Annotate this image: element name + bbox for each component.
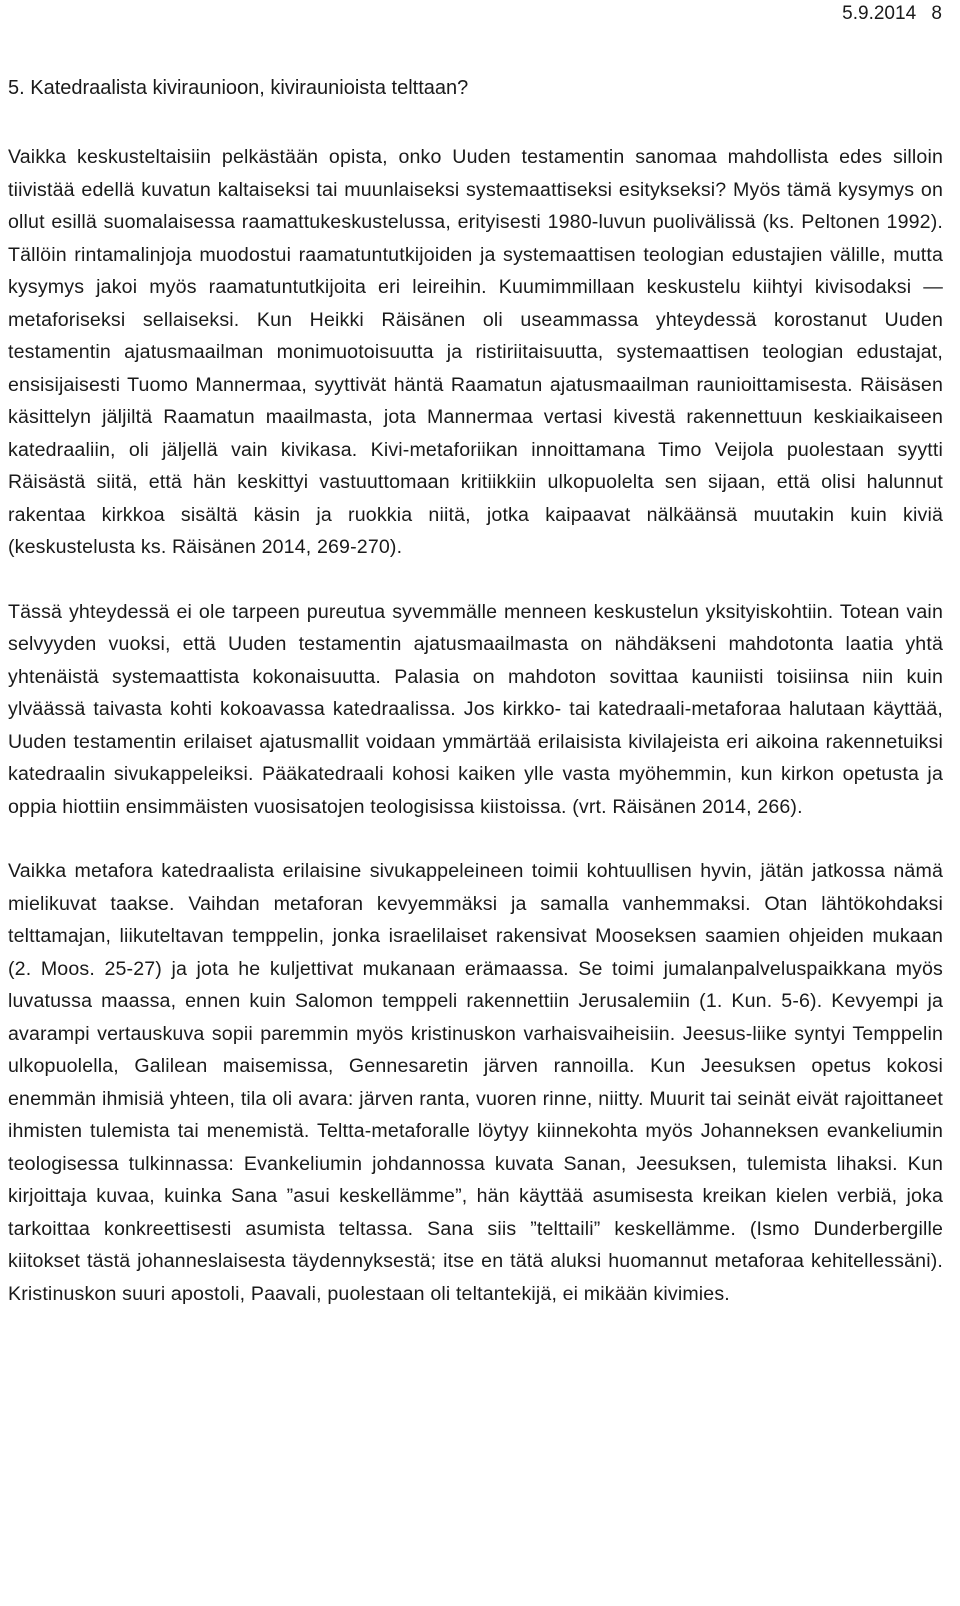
header-date: 5.9.2014 bbox=[842, 3, 917, 24]
paragraph-3: Vaikka metafora katedraalista erilaisine sivukappeleineen toimii kohtuullisen hyvin, jätän jatkossa nämä mielikuvat taakse. Vaihdan metaforan kevyemmäksi ja samalla vanhemmaksi. Otan lähtökohdaksi telttamajan, liikuteltavan temppelin, jonka israelilaiset rakensivat Mooseksen saamien ohjeiden mukaan (2. Moos. 25-27) ja jota he kuljettivat mukanaan erämaassa. Se toimi jumalanpalveluspaikkana myös luvatussa maassa, ennen kuin Salomon temppeli rakennettiin Jerusalemiin (1. Kun. 5-6). Kevyempi ja avarampi vertauskuva sopii paremmin myös kristinuskon varhaisvaiheisiin. Jeesus-liike syntyi Temppelin ulkopuolella, Galilean maisemissa, Gennesaretin järven rannoilla. Kun Jeesuksen opetus kokosi enemmän ihmisiä yhteen, tila oli avara: järven ranta, vuoren rinne, niitty. Muurit tai seinät eivät rajoittaneet ihmisten tulemista tai menemistä. Teltta-metaforalle löytyy kiinnekohta myös Johanneksen evankeliumin teologisessa tulkinnassa: Evankeliumin johdannossa kuvata Sanan, Jeesuksen, tulemista lihaksi. Kun kirjoittaja kuvaa, kuinka Sana ”asui keskellämme”, hän käyttää asumisesta kreikan kielen verbiä, joka tarkoittaa konkreettisesti asumista teltassa. Sana siis ”telttaili” keskellämme. (Ismo Dunderbergille kiitokset tästä johanneslaisesta täydennyksestä; itse en tätä aluksi huomannut metaforaa kehitellessäni). Kristinuskon suuri apostoli, Paavali, puolestaan oli teltantekijä, ei mikään kivimies. bbox=[8, 860, 943, 1305]
section-heading: 5. Katedraalista kiviraunioon, kiviraunioista telttaan? bbox=[8, 77, 469, 99]
document-body bbox=[8, 72, 943, 1310]
paragraph-2: Tässä yhteydessä ei ole tarpeen pureutua syvemmälle menneen keskustelun yksityiskohtiin. Totean vain selvyyden vuoksi, että Uuden testamentin ajatusmaailmasta on nähdäkseni mahdotonta laatia yhtä yhtenäistä systemaattista kokonaisuutta. Palasia on mahdoton sovittaa kauniisti toisiinsa niin kuin ylväässä taivasta kohti kokoavassa katedraalissa. Jos kirkko- tai katedraali-metaforaa halutaan käyttää, Uuden testamentin erilaiset ajatusmallit voidaan ymmärtää erilaisista kivilajeista eri aikoina rakennetuiksi katedraalin sivukappeleiksi. Pääkatedraali kohosi kaiken ylle vasta myöhemmin, kun kirkon opetusta ja oppia hiottiin ensimmäisten vuosisatojen teologisissa kiistoissa. (vrt. Räisänen 2014, 266). bbox=[8, 600, 943, 818]
page-number: 8 bbox=[931, 3, 942, 24]
page-header bbox=[842, 3, 942, 25]
paragraph-1: Vaikka keskusteltaisiin pelkästään opista, onko Uuden testamentin sanomaa mahdollista edes silloin tiivistää edellä kuvatun kaltaiseksi tai muunlaiseksi systemaattiseksi esitykseksi? Myös tämä kysymys on ollut esillä suomalaisessa raamattukeskustelussa, erityisesti 1980-luvun puolivälissä (ks. Peltonen 1992). Tällöin rintamalinjoja muodostui raamatuntutkijoiden ja systemaattisen teologian edustajien välille, mutta kysymys jakoi myös raamatuntutkijoita eri leireihin. Kuumimmillaan keskustelu kiihtyi kivisodaksi — metaforiseksi sellaiseksi. Kun Heikki Räisänen oli useammassa yhteydessä korostanut Uuden testamentin ajatusmaailman monimuotoisuutta ja ristiriitaisuutta, systemaattisen teologian edustajat, ensisijaisesti Tuomo Mannermaa, syyttivät häntä Raamatun ajatusmaailman raunioittamisesta. Räisäsen käsittelyn jäljiltä Raamatun maailmasta, jota Mannermaa vertasi kivestä rakennettuun keskiaikaiseen katedraaliin, oli jäljellä vain kivikasa. Kivi-metaforiikan innoittamana Timo Veijola puolestaan syytti Räisästä siitä, että hän keskittyi vastuuttomaan kritiikkiin ulkopuolelta sen sijaan, että olisi halunnut rakentaa kirkkoa sisältä käsin ja ruokkia niitä, jotka kaipaavat nälkäänsä muutakin kuin kiviä (keskustelusta ks. Räisänen 2014, 269-270). bbox=[8, 146, 943, 558]
